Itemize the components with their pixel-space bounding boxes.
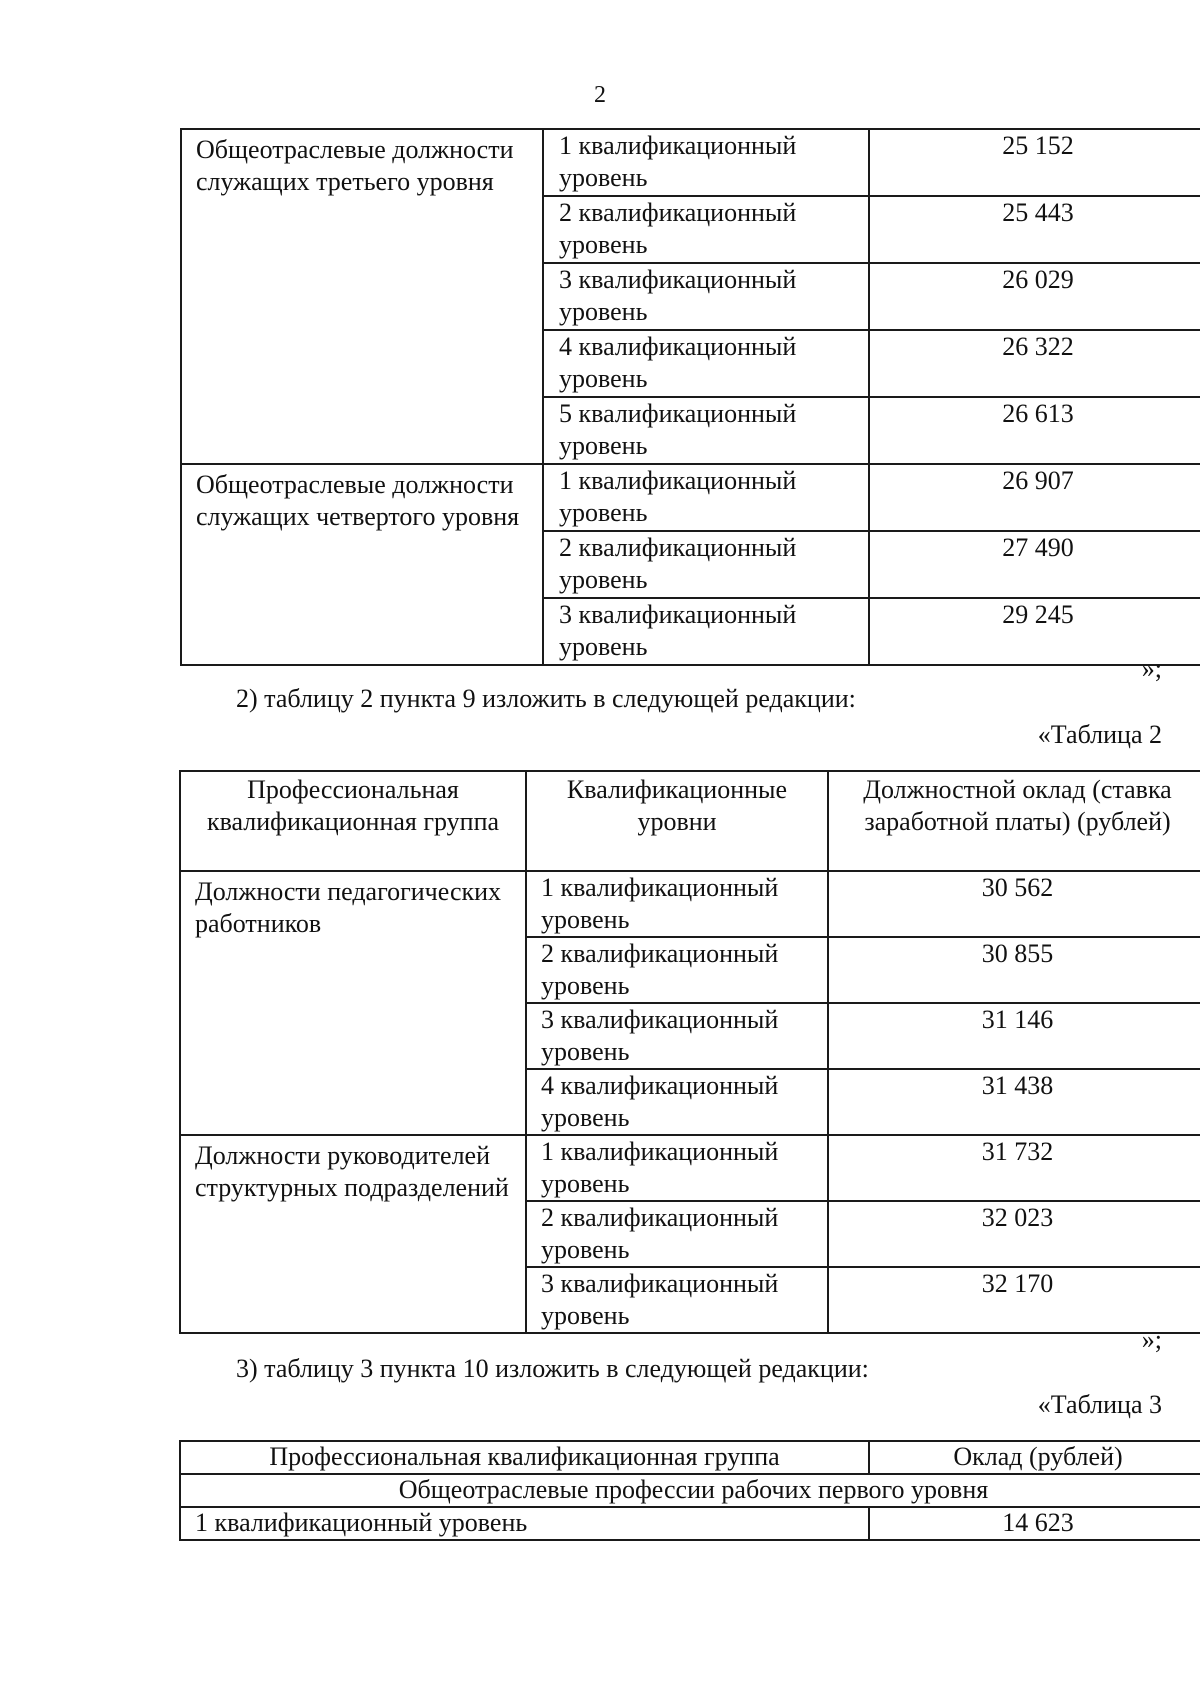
salary-cell: 26 907 bbox=[869, 464, 1200, 531]
header-salary: Оклад (рублей) bbox=[869, 1441, 1200, 1474]
amendment-paragraph-3: 3) таблицу 3 пункта 10 изложить в следующей редакции: bbox=[236, 1354, 869, 1383]
level-cell: 3 квалификационный уровень bbox=[543, 263, 869, 330]
salary-table-3 bbox=[179, 1440, 1200, 1541]
section-cell: Общеотраслевые профессии рабочих первого уровня bbox=[180, 1474, 1200, 1507]
level-cell: 3 квалификационный уровень bbox=[526, 1003, 828, 1069]
table-row bbox=[180, 1135, 1200, 1201]
salary-cell: 29 245 bbox=[869, 598, 1200, 665]
header-group: Профессиональная квалификационная группа bbox=[180, 771, 526, 871]
level-cell: 1 квалификационный уровень bbox=[526, 1135, 828, 1201]
salary-cell: 26 029 bbox=[869, 263, 1200, 330]
level-cell: 4 квалификационный уровень bbox=[543, 330, 869, 397]
header-salary: Должностной оклад (ставка заработной платы) (рублей) bbox=[828, 771, 1200, 871]
salary-cell: 26 613 bbox=[869, 397, 1200, 464]
level-cell: 1 квалификационный уровень bbox=[526, 871, 828, 937]
level-cell: 2 квалификационный уровень bbox=[543, 196, 869, 263]
salary-cell: 25 443 bbox=[869, 196, 1200, 263]
table-caption-2: «Таблица 2 bbox=[1037, 720, 1162, 749]
salary-cell: 32 170 bbox=[828, 1267, 1200, 1333]
header-group: Профессиональная квалификационная группа bbox=[180, 1441, 869, 1474]
level-cell: 5 квалификационный уровень bbox=[543, 397, 869, 464]
table-row bbox=[180, 1507, 1200, 1540]
group-cell: Общеотраслевые должности служащих третьего уровня bbox=[181, 129, 543, 464]
level-cell: 3 квалификационный уровень bbox=[526, 1267, 828, 1333]
table-header-row bbox=[180, 771, 1200, 871]
level-cell: 3 квалификационный уровень bbox=[543, 598, 869, 665]
table-header-row bbox=[180, 1441, 1200, 1474]
level-cell: 4 квалификационный уровень bbox=[526, 1069, 828, 1135]
group-cell: Должности педагогических работников bbox=[180, 871, 526, 1135]
page-number: 2 bbox=[594, 82, 606, 108]
table-row bbox=[181, 464, 1200, 531]
group-cell: Должности руководителей структурных подразделений bbox=[180, 1135, 526, 1333]
level-cell: 2 квалификационный уровень bbox=[526, 937, 828, 1003]
level-cell: 1 квалификационный уровень bbox=[180, 1507, 869, 1540]
table-caption-3: «Таблица 3 bbox=[1037, 1390, 1162, 1419]
salary-cell: 32 023 bbox=[828, 1201, 1200, 1267]
table-closing-quote: »; bbox=[1141, 654, 1162, 683]
salary-cell: 31 732 bbox=[828, 1135, 1200, 1201]
level-cell: 1 квалификационный уровень bbox=[543, 129, 869, 196]
table-closing-quote: »; bbox=[1141, 1325, 1162, 1354]
table-row bbox=[181, 129, 1200, 196]
header-levels: Квалификационные уровни bbox=[526, 771, 828, 871]
level-cell: 2 квалификационный уровень bbox=[526, 1201, 828, 1267]
salary-cell: 30 562 bbox=[828, 871, 1200, 937]
table-section-row bbox=[180, 1474, 1200, 1507]
salary-cell: 25 152 bbox=[869, 129, 1200, 196]
level-cell: 2 квалификационный уровень bbox=[543, 531, 869, 598]
level-cell: 1 квалификационный уровень bbox=[543, 464, 869, 531]
salary-cell: 14 623 bbox=[869, 1507, 1200, 1540]
table-row bbox=[180, 871, 1200, 937]
amendment-paragraph-2: 2) таблицу 2 пункта 9 изложить в следующей редакции: bbox=[236, 684, 856, 713]
salary-cell: 27 490 bbox=[869, 531, 1200, 598]
salary-table-2 bbox=[179, 770, 1200, 1334]
salary-table-1 bbox=[180, 128, 1200, 666]
salary-cell: 31 146 bbox=[828, 1003, 1200, 1069]
salary-cell: 26 322 bbox=[869, 330, 1200, 397]
salary-cell: 31 438 bbox=[828, 1069, 1200, 1135]
salary-cell: 30 855 bbox=[828, 937, 1200, 1003]
group-cell: Общеотраслевые должности служащих четвертого уровня bbox=[181, 464, 543, 665]
